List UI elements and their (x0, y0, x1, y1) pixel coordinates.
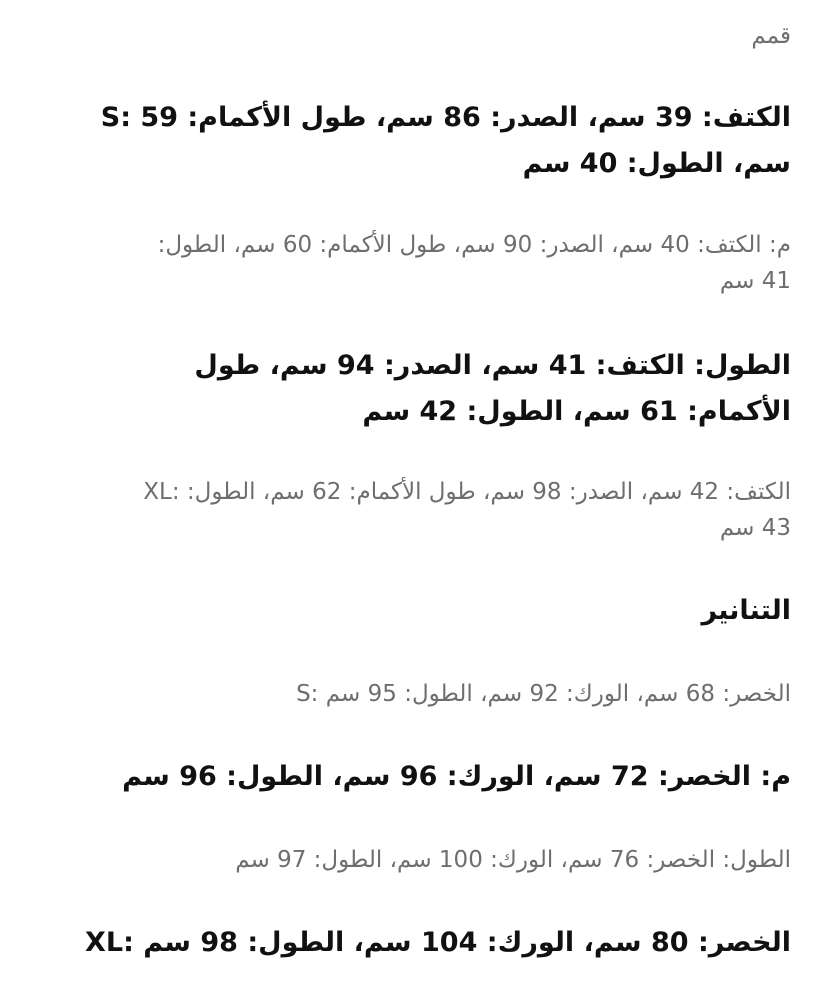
tops-size-s (101, 95, 791, 187)
text-line: قمم (751, 23, 791, 49)
skirts-heading (701, 588, 791, 634)
tops-heading (751, 18, 791, 54)
tops-size-l (194, 343, 791, 435)
tops-size-m (158, 227, 791, 299)
text-line: الطول: الكتف: 41 سم، الصدر: 94 سم، طول (194, 350, 791, 381)
text-line: الطول: الخصر: 76 سم، الورك: 100 سم، الطول: 97 سم (235, 847, 791, 873)
skirts-size-m (122, 754, 791, 800)
skirts-size-xl (85, 920, 791, 966)
skirts-size-l (235, 842, 791, 878)
skirts-size-s (296, 676, 791, 712)
text-line: التنانير (701, 595, 791, 626)
text-line: الخصر: 68 سم، الورك: 92 سم، الطول: 95 سم :S (296, 681, 791, 707)
text-line: م: الكتف: 40 سم، الصدر: 90 سم، طول الأكمام: 60 سم، الطول: (157, 232, 791, 258)
text-line: 43 سم (719, 515, 791, 541)
text-line: 41 سم (719, 268, 791, 294)
text-line: م: الخصر: 72 سم، الورك: 96 سم، الطول: 96 سم (122, 761, 791, 792)
text-line: الخصر: 80 سم، الورك: 104 سم، الطول: 98 سم :XL (85, 927, 791, 958)
text-line: الأكمام: 61 سم، الطول: 42 سم (362, 396, 791, 427)
text-line: الكتف: 39 سم، الصدر: 86 سم، طول الأكمام: S: 59 (100, 102, 791, 133)
text-line: سم، الطول: 40 سم (522, 148, 791, 179)
text-line: الكتف: 42 سم، الصدر: 98 سم، طول الأكمام: 62 سم، الطول: :XL (143, 479, 791, 505)
tops-size-xl (143, 474, 791, 546)
